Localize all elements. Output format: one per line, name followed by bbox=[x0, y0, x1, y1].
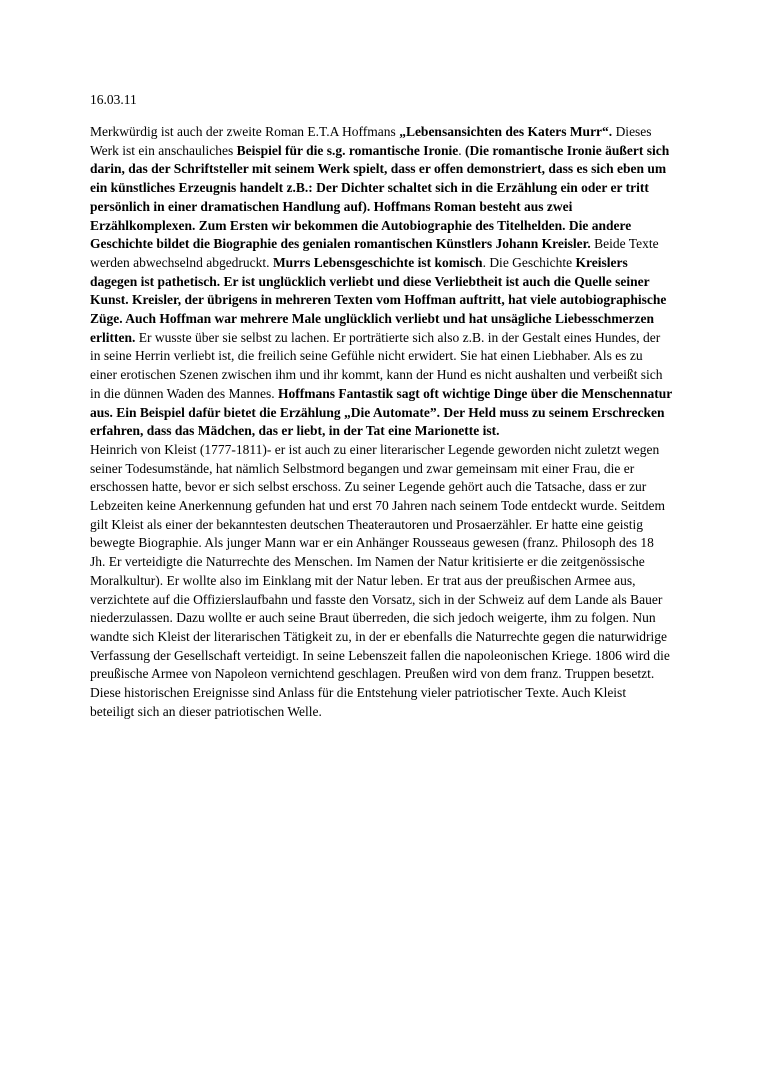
text-run-bold: Hoffmans Fantastik sagt oft wichtige Dinge über die Menschennatur aus. Ein Beispiel dafür bietet die Erzählung „Die Automate”. Der Held muss zu seinem Erschrecken erfahren, dass das Mädchen, das er liebt, in der Tat eine Marionette ist. bbox=[90, 385, 672, 439]
text-run: Dieses Werk ist ein anschauliches bbox=[90, 124, 652, 158]
text-run-bold: Murrs Lebensgeschichte ist komisch bbox=[272, 254, 483, 270]
text-run: Beide Texte werden abwechselnd abgedruckt. bbox=[90, 236, 659, 270]
document-date: 16.03.11 bbox=[90, 92, 137, 107]
text-run: . bbox=[458, 142, 466, 158]
text-run: . Die Geschichte bbox=[482, 254, 576, 270]
text-run-bold: „Lebensansichten des Katers Murr“. bbox=[399, 124, 613, 139]
text-run-bold: (Die romantische Ironie äußert sich darin, das der Schriftsteller mit seinem Werk spielt, dass er offen demonstriert, dass es sich eben um ein künstliches Erzeugnis handelt z.B.: Der Dichter schaltet sich in die Erzählung ein oder er tritt persönlich in einer dramatischen Handlung auf). Hoffmans Roman besteht aus zwei Erzählkomplexen. Zum Ersten wir bekommen die Autobiographie des Titelhelden. Die andere Geschichte bildet die Biographie des genialen romantischen Künstlers Johann Kreisler. bbox=[90, 142, 670, 252]
text-run: Er wusste über sie selbst zu lachen. Er porträtierte sich also z.B. in der Gestalt eines Hundes, der in seine Herrin verliebt ist, die freilich seine Gefühle nicht erwidert. Sie hat einen Liebhaber. Als es zu einer erotischen Szenen zwischen ihm und ihr kommt, kann der Hund es nicht aushalten und verbeißt sich in die dünnen Waden des Mannes. bbox=[90, 329, 663, 401]
text-run: Merkwürdig ist auch der zweite Roman E.T.A Hoffmans bbox=[90, 124, 400, 139]
paragraph-hoffmann bbox=[90, 123, 672, 441]
text-run-bold: Kreislers dagegen ist pathetisch. Er ist unglücklich verliebt und diese Verliebtheit ist auch die Quelle seiner Kunst. Kreisler, der übrigens in mehreren Texten vom Hoffman auftritt, hat viele autobiographische Züge. Auch Hoffman war mehrere Male unglücklich verliebt und hat unsägliche Liebesschmerzen erlitten. bbox=[90, 254, 667, 345]
text-run-bold: Beispiel für die s.g. romantische Ironie bbox=[236, 142, 459, 158]
document-body bbox=[90, 123, 672, 722]
paragraph-kleist: Heinrich von Kleist (1777-1811)- er ist auch zu einer literarischer Legende geworden nicht zuletzt wegen seiner Todesumstände, hat nämlich Selbstmord begangen und zwar gemeinsam mit einer Frau, die er erschossen hatte, bevor er sich selbst erschoss. Zu seiner Legende gehört auch die Tatsache, dass er zur Lebzeiten keine Anerkennung gefunden hat und erst 70 Jahren nach seinem Tode entdeckt wurde. Seitdem gilt Kleist als einer der bekanntesten deutschen Theaterautoren und Prosaerzähler. Er hatte eine geistig bewegte Biographie. Als junger Mann war er ein Anhänger Rousseaus gewesen (franz. Philosoph des 18 Jh. Er verteidigte die Naturrechte des Menschen. Im Namen der Natur kritisierte er die zeitgenössische Moralkultur). Er wollte also im Einklang mit der Natur leben. Er trat aus der preußischen Armee aus, verzichtete auf die Offizierslaufbahn und fasste den Vorsatz, sich in der Schweiz auf dem Lande als Bauer niederzulassen. Dazu wollte er auch seine Braut überreden, die sich jedoch weigerte, ihm zu folgen. Nun wandte sich Kleist der literarischen Tätigkeit zu, in der er ebenfalls die Naturrechte gegen die naturwidrige Verfassung der Gesellschaft verteidigt. In seine Lebenszeit fallen die napoleonischen Kriege. 1806 wird die preußische Armee von Napoleon vernichtend geschlagen. Preußen wird von dem franz. Truppen besetzt. Diese historischen Ereignisse sind Anlass für die Entstehung vieler patriotischer Texte. Auch Kleist beteiligt sich an dieser patriotischen Welle. bbox=[90, 441, 670, 719]
